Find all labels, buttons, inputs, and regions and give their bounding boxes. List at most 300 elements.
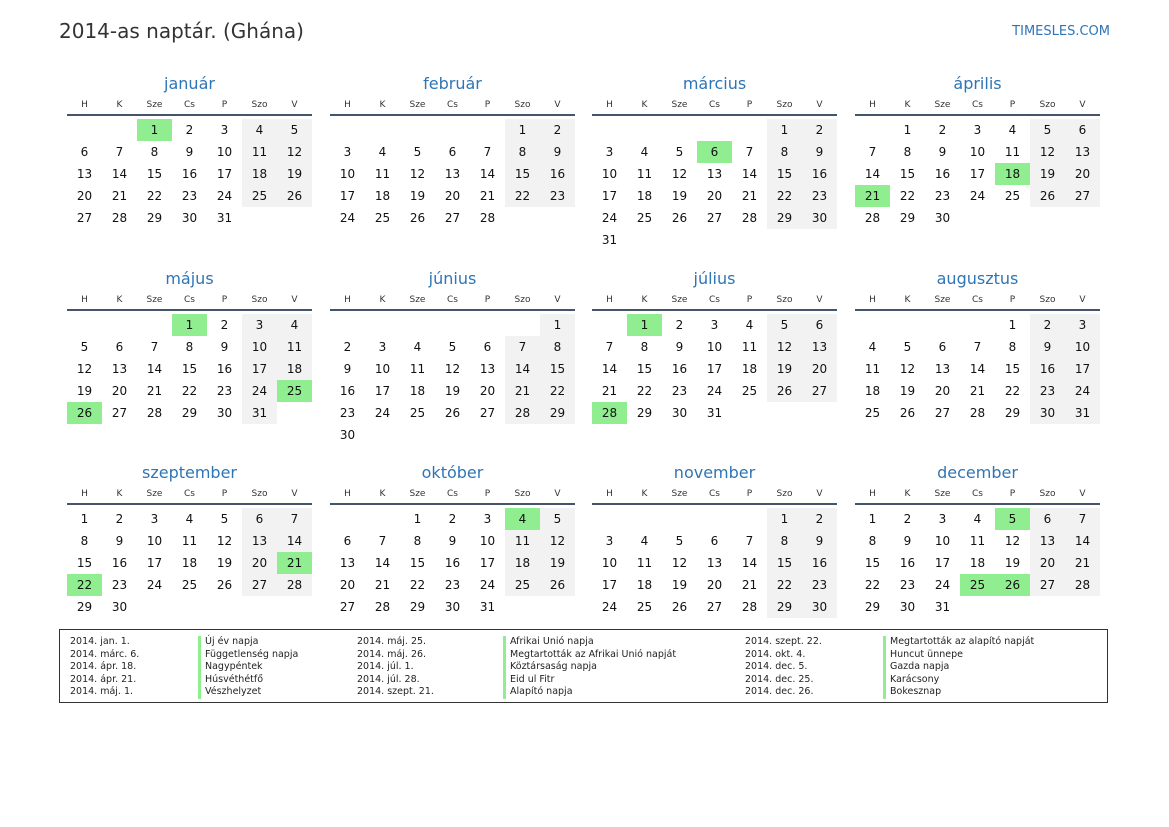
day-cell: 30 (111, 600, 128, 614)
day-cell: 14 (864, 167, 881, 181)
day-cell: 11 (741, 340, 758, 354)
day-cell: 10 (479, 534, 496, 548)
day-cell: 17 (969, 167, 986, 181)
day-cell: 27 (242, 574, 277, 596)
holiday-name: Köztársaság napja (503, 661, 676, 674)
day-cell: 11 (636, 556, 653, 570)
holiday-date: 2014. máj. 26. (357, 648, 427, 660)
day-cell: 24 (374, 406, 391, 420)
day-cell: 17 (706, 362, 723, 376)
weekday-label: V (554, 295, 561, 305)
holiday-names-col-2 (503, 636, 676, 699)
day-cell: 28 (864, 211, 881, 225)
weekday-label: Sze (409, 100, 426, 110)
day-cell: 27 (934, 406, 951, 420)
day-cell: 2 (675, 318, 684, 332)
day-grid (855, 508, 1100, 618)
day-cell: 16 (339, 384, 356, 398)
weekday-label: H (606, 295, 613, 305)
day-cell: 5 (220, 512, 229, 526)
day-cell: 27 (706, 600, 723, 614)
weekday-label: K (116, 295, 123, 305)
day-cell: 3 (1065, 314, 1100, 336)
day-cell: 20 (706, 578, 723, 592)
day-cell: 7 (378, 534, 387, 548)
day-cell: 17 (934, 556, 951, 570)
day-cell: 9 (802, 141, 837, 163)
weekday-header (855, 291, 1100, 311)
holiday-day-cell: 21 (277, 552, 312, 574)
day-cell: 31 (601, 233, 618, 247)
weekday-header (592, 485, 837, 505)
day-cell: 10 (601, 167, 618, 181)
empty-cell (890, 314, 925, 336)
weekday-label: Cs (972, 295, 983, 305)
weekday-label: Szo (514, 489, 531, 499)
weekday-label: V (291, 295, 298, 305)
weekday-header (67, 96, 312, 116)
day-cell: 26 (216, 578, 233, 592)
day-cell: 27 (706, 211, 723, 225)
weekday-label: Szo (514, 100, 531, 110)
weekday-label: H (344, 295, 351, 305)
day-cell: 8 (80, 534, 89, 548)
day-cell: 30 (216, 406, 233, 420)
day-cell: 11 (969, 534, 986, 548)
weekday-label: V (1079, 295, 1086, 305)
day-cell: 4 (413, 340, 422, 354)
day-cell: 28 (741, 600, 758, 614)
empty-cell (365, 119, 400, 141)
day-cell: 17 (479, 556, 496, 570)
day-cell: 8 (903, 145, 912, 159)
day-cell: 10 (969, 145, 986, 159)
day-cell: 15 (767, 552, 802, 574)
day-cell: 11 (636, 167, 653, 181)
day-cell: 2 (802, 508, 837, 530)
day-cell: 26 (277, 185, 312, 207)
weekday-label: Szo (776, 100, 793, 110)
day-cell: 10 (1065, 336, 1100, 358)
day-cell: 6 (938, 340, 947, 354)
day-cell: 21 (111, 189, 128, 203)
empty-cell (137, 314, 172, 336)
day-cell: 1 (767, 119, 802, 141)
day-cell: 25 (1004, 189, 1021, 203)
weekday-label: V (554, 489, 561, 499)
day-cell: 2 (185, 123, 194, 137)
weekday-label: Szo (251, 489, 268, 499)
holiday-name: Húsvéthétfő (198, 674, 298, 687)
day-cell: 23 (444, 578, 461, 592)
day-cell: 10 (706, 340, 723, 354)
day-cell: 12 (1030, 141, 1065, 163)
day-grid (67, 508, 312, 618)
holiday-name: Huncut ünnepe (883, 649, 1034, 662)
month-name: október (421, 463, 484, 482)
day-cell: 12 (767, 336, 802, 358)
day-cell: 22 (767, 185, 802, 207)
day-cell: 6 (80, 145, 89, 159)
day-cell: 30 (802, 207, 837, 229)
day-cell: 17 (374, 384, 391, 398)
empty-cell (925, 314, 960, 336)
weekday-label: K (116, 489, 123, 499)
day-cell: 3 (710, 318, 719, 332)
holiday-day-cell: 1 (627, 314, 662, 336)
holiday-list (59, 629, 1108, 703)
day-cell: 4 (745, 318, 754, 332)
day-cell: 21 (969, 384, 986, 398)
weekday-header (330, 291, 575, 311)
day-cell: 6 (448, 145, 457, 159)
day-cell: 15 (864, 556, 881, 570)
holiday-name: Gazda napja (883, 661, 1034, 674)
month-name: május (165, 269, 214, 288)
empty-cell (470, 314, 505, 336)
weekday-label: K (116, 100, 123, 110)
day-grid (855, 119, 1100, 229)
holiday-names-col-1 (198, 636, 298, 699)
day-cell: 14 (601, 362, 618, 376)
weekday-label: H (606, 100, 613, 110)
weekday-label: H (81, 295, 88, 305)
day-cell: 3 (483, 512, 492, 526)
day-cell: 8 (413, 534, 422, 548)
holiday-date: 2014. dec. 5. (745, 661, 808, 673)
day-cell: 31 (216, 211, 233, 225)
holiday-name: Alapító napja (503, 686, 676, 699)
day-cell: 31 (706, 406, 723, 420)
day-cell: 19 (540, 552, 575, 574)
weekday-label: Cs (447, 489, 458, 499)
day-cell: 14 (374, 556, 391, 570)
day-cell: 8 (767, 141, 802, 163)
day-cell: 9 (938, 145, 947, 159)
day-cell: 10 (601, 556, 618, 570)
day-cell: 31 (934, 600, 951, 614)
day-cell: 26 (767, 380, 802, 402)
day-cell: 19 (444, 384, 461, 398)
day-cell: 29 (767, 596, 802, 618)
day-cell: 12 (444, 362, 461, 376)
holiday-date: 2014. dec. 26. (745, 686, 814, 698)
day-cell: 14 (111, 167, 128, 181)
day-cell: 2 (540, 119, 575, 141)
month-4 (855, 72, 1100, 229)
day-cell: 12 (899, 362, 916, 376)
day-cell: 21 (146, 384, 163, 398)
day-cell: 28 (741, 211, 758, 225)
day-cell: 25 (636, 600, 653, 614)
day-cell: 5 (767, 314, 802, 336)
site-link[interactable]: TIMESLES.COM (1012, 24, 1110, 39)
weekday-label: Cs (709, 100, 720, 110)
day-cell: 23 (540, 185, 575, 207)
day-cell: 22 (146, 189, 163, 203)
day-cell: 10 (934, 534, 951, 548)
month-1 (67, 72, 312, 229)
day-cell: 20 (339, 578, 356, 592)
day-cell: 16 (802, 163, 837, 185)
day-cell: 22 (864, 578, 881, 592)
day-cell: 9 (675, 340, 684, 354)
month-2 (330, 72, 575, 229)
day-cell: 1 (505, 119, 540, 141)
page-title: 2014-as naptár. (Ghána) (59, 19, 304, 43)
weekday-label: H (606, 489, 613, 499)
holiday-date: 2014. máj. 25. (357, 636, 427, 647)
holiday-date: 2014. ápr. 21. (70, 673, 137, 685)
day-cell: 15 (409, 556, 426, 570)
day-cell: 30 (444, 600, 461, 614)
empty-cell (67, 314, 102, 336)
day-cell: 30 (1030, 402, 1065, 424)
day-cell: 6 (802, 314, 837, 336)
empty-cell (365, 508, 400, 530)
day-cell: 10 (216, 145, 233, 159)
day-cell: 2 (1030, 314, 1065, 336)
day-cell: 14 (1065, 530, 1100, 552)
month-name: július (693, 269, 736, 288)
day-cell: 7 (605, 340, 614, 354)
holiday-date: 2014. szept. 21. (357, 686, 434, 698)
weekday-label: H (869, 100, 876, 110)
day-cell: 8 (1008, 340, 1017, 354)
day-cell: 23 (181, 189, 198, 203)
day-cell: 18 (242, 163, 277, 185)
holiday-date: 2014. júl. 1. (357, 661, 414, 673)
holiday-date: 2014. máj. 1. (70, 686, 134, 698)
month-6 (330, 267, 575, 446)
day-cell: 27 (1065, 185, 1100, 207)
empty-cell (470, 119, 505, 141)
day-cell: 26 (899, 406, 916, 420)
day-cell: 30 (802, 596, 837, 618)
weekday-label: P (746, 489, 753, 499)
day-cell: 27 (111, 406, 128, 420)
holiday-day-cell: 28 (592, 402, 627, 424)
day-cell: 27 (76, 211, 93, 225)
weekday-label: Szo (251, 295, 268, 305)
weekday-label: Szo (1039, 100, 1056, 110)
day-cell: 21 (1065, 552, 1100, 574)
day-cell: 29 (76, 600, 93, 614)
weekday-label: P (484, 489, 491, 499)
day-cell: 5 (540, 508, 575, 530)
day-cell: 28 (277, 574, 312, 596)
weekday-label: Cs (184, 100, 195, 110)
empty-cell (732, 119, 767, 141)
month-5 (67, 267, 312, 424)
day-cell: 24 (969, 189, 986, 203)
day-cell: 16 (111, 556, 128, 570)
day-cell: 11 (1004, 145, 1021, 159)
weekday-label: Cs (447, 295, 458, 305)
weekday-label: K (904, 295, 911, 305)
day-cell: 3 (220, 123, 229, 137)
weekday-label: Szo (776, 489, 793, 499)
day-cell: 29 (409, 600, 426, 614)
day-cell: 13 (76, 167, 93, 181)
empty-cell (330, 508, 365, 530)
day-cell: 25 (181, 578, 198, 592)
day-cell: 11 (409, 362, 426, 376)
day-grid (67, 119, 312, 229)
day-cell: 21 (601, 384, 618, 398)
day-cell: 7 (483, 145, 492, 159)
empty-cell (505, 314, 540, 336)
day-grid (67, 314, 312, 424)
day-cell: 2 (903, 512, 912, 526)
day-cell: 13 (934, 362, 951, 376)
day-cell: 12 (1004, 534, 1021, 548)
day-cell: 13 (706, 556, 723, 570)
day-cell: 7 (150, 340, 159, 354)
weekday-label: P (221, 489, 228, 499)
weekday-header (330, 485, 575, 505)
empty-cell (855, 314, 890, 336)
day-cell: 26 (671, 211, 688, 225)
day-cell: 16 (181, 167, 198, 181)
month-8 (855, 267, 1100, 424)
day-cell: 20 (934, 384, 951, 398)
holiday-day-cell: 26 (995, 574, 1030, 596)
day-cell: 6 (1065, 119, 1100, 141)
day-cell: 24 (934, 578, 951, 592)
day-cell: 9 (903, 534, 912, 548)
day-cell: 12 (671, 556, 688, 570)
day-cell: 7 (973, 340, 982, 354)
day-cell: 11 (277, 336, 312, 358)
day-cell: 6 (710, 534, 719, 548)
day-cell: 3 (343, 145, 352, 159)
weekday-label: Szo (776, 295, 793, 305)
weekday-header (330, 96, 575, 116)
day-cell: 30 (181, 211, 198, 225)
day-cell: 17 (216, 167, 233, 181)
month-name: február (423, 74, 482, 93)
day-cell: 24 (601, 211, 618, 225)
day-cell: 23 (1030, 380, 1065, 402)
day-cell: 4 (868, 340, 877, 354)
day-cell: 27 (802, 380, 837, 402)
day-cell: 31 (479, 600, 496, 614)
day-cell: 25 (374, 211, 391, 225)
day-cell: 24 (706, 384, 723, 398)
month-11 (592, 461, 837, 618)
day-cell: 5 (413, 145, 422, 159)
day-cell: 20 (802, 358, 837, 380)
holiday-day-cell: 1 (172, 314, 207, 336)
weekday-label: P (484, 100, 491, 110)
day-cell: 5 (448, 340, 457, 354)
day-cell: 16 (671, 362, 688, 376)
day-cell: 26 (671, 600, 688, 614)
day-cell: 29 (146, 211, 163, 225)
day-cell: 29 (636, 406, 653, 420)
day-cell: 10 (339, 167, 356, 181)
day-cell: 3 (242, 314, 277, 336)
day-cell: 9 (115, 534, 124, 548)
day-cell: 11 (242, 141, 277, 163)
day-cell: 21 (479, 189, 496, 203)
day-cell: 18 (636, 189, 653, 203)
day-cell: 10 (374, 362, 391, 376)
day-cell: 8 (505, 141, 540, 163)
weekday-label: K (641, 489, 648, 499)
day-cell: 17 (601, 189, 618, 203)
day-cell: 18 (181, 556, 198, 570)
weekday-label: Cs (709, 489, 720, 499)
day-cell: 4 (277, 314, 312, 336)
day-cell: 7 (1065, 508, 1100, 530)
day-cell: 28 (1065, 574, 1100, 596)
day-cell: 2 (448, 512, 457, 526)
holiday-dates-col-1 (70, 636, 139, 699)
day-cell: 17 (242, 358, 277, 380)
day-cell: 8 (540, 336, 575, 358)
day-cell: 19 (277, 163, 312, 185)
day-cell: 27 (1030, 574, 1065, 596)
empty-cell (435, 119, 470, 141)
day-cell: 9 (448, 534, 457, 548)
weekday-label: P (221, 295, 228, 305)
day-cell: 15 (76, 556, 93, 570)
day-cell: 6 (483, 340, 492, 354)
day-cell: 12 (671, 167, 688, 181)
month-10 (330, 461, 575, 618)
day-cell: 23 (111, 578, 128, 592)
empty-cell (365, 314, 400, 336)
day-cell: 22 (767, 574, 802, 596)
day-cell: 16 (1030, 358, 1065, 380)
day-cell: 5 (675, 534, 684, 548)
empty-cell (330, 119, 365, 141)
day-cell: 28 (374, 600, 391, 614)
weekday-label: Sze (146, 295, 163, 305)
holiday-name: Vészhelyzet (198, 686, 298, 699)
day-cell: 19 (76, 384, 93, 398)
weekday-label: Cs (184, 295, 195, 305)
holiday-day-cell: 4 (505, 508, 540, 530)
empty-cell (697, 508, 732, 530)
day-cell: 17 (1065, 358, 1100, 380)
day-cell: 15 (505, 163, 540, 185)
day-cell: 19 (409, 189, 426, 203)
weekday-label: H (344, 100, 351, 110)
holiday-date: 2014. okt. 4. (745, 648, 806, 660)
day-cell: 22 (1004, 384, 1021, 398)
day-cell: 16 (934, 167, 951, 181)
holiday-name: Új év napja (198, 636, 298, 649)
weekday-label: Sze (409, 295, 426, 305)
day-cell: 11 (505, 530, 540, 552)
weekday-label: Sze (671, 100, 688, 110)
holiday-date: 2014. márc. 6. (70, 648, 140, 660)
weekday-label: H (81, 489, 88, 499)
day-cell: 8 (185, 340, 194, 354)
holiday-day-cell: 25 (960, 574, 995, 596)
empty-cell (592, 508, 627, 530)
holiday-name: Karácsony (883, 674, 1034, 687)
day-cell: 31 (242, 402, 277, 424)
day-cell: 13 (444, 167, 461, 181)
month-name: augusztus (936, 269, 1019, 288)
day-cell: 23 (899, 578, 916, 592)
weekday-label: Szo (514, 295, 531, 305)
day-cell: 8 (868, 534, 877, 548)
